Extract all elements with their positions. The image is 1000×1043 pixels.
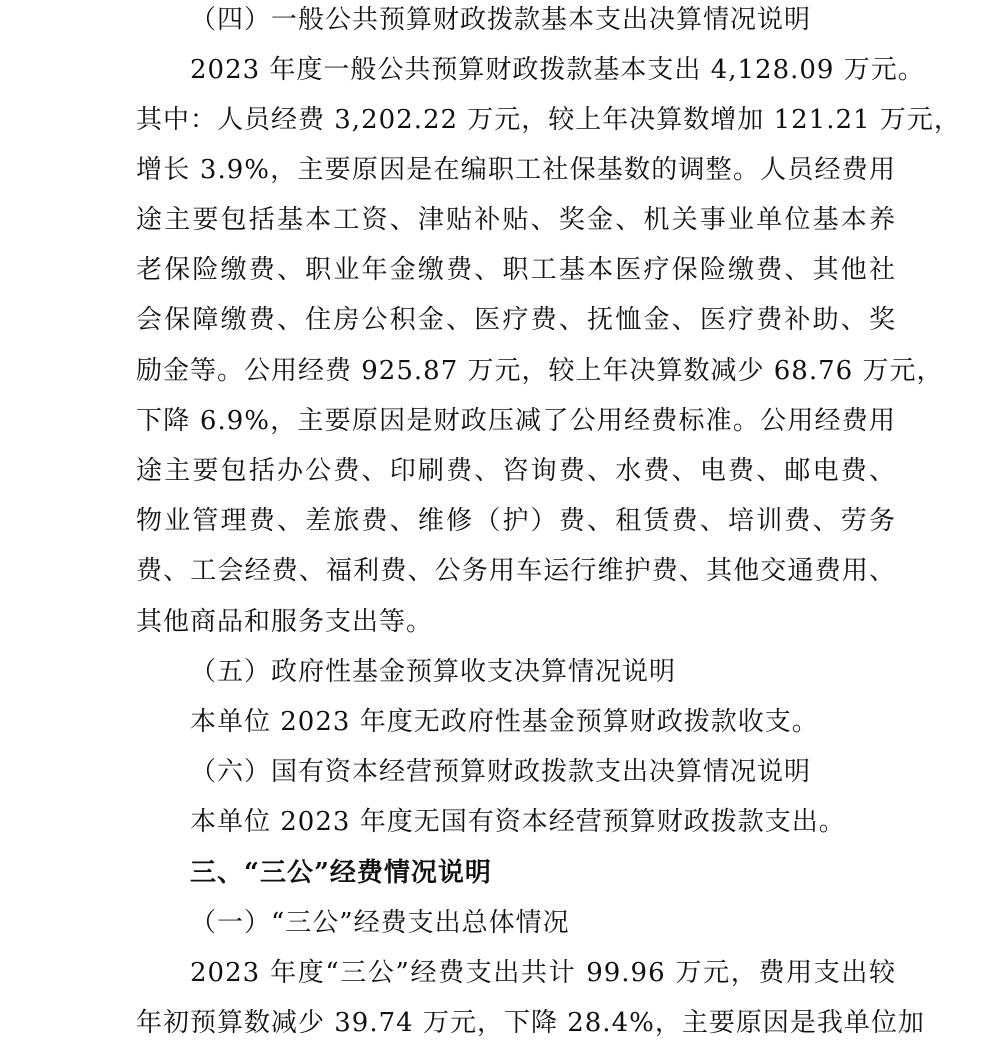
section-4-line-8: 下降 6.9%，主要原因是财政压减了公用经费标准。公用经费用 bbox=[136, 406, 896, 436]
section-5-body: 本单位 2023 年度无政府性基金预算财政拨款收支。 bbox=[190, 707, 819, 737]
section-4-line-7: 励金等。公用经费 925.87 万元，较上年决算数减少 68.76 万元， bbox=[136, 356, 944, 386]
part-3-sub-1-heading: （一）“三公”经费支出总体情况 bbox=[190, 908, 570, 938]
part-3-heading: 三、“三公”经费情况说明 bbox=[190, 858, 492, 888]
section-4-line-3: 增长 3.9%，主要原因是在编职工社保基数的调整。人员经费用 bbox=[136, 155, 896, 185]
section-4-line-11: 费、工会经费、福利费、公务用车运行维护费、其他交通费用、 bbox=[136, 556, 896, 586]
section-4-line-5: 老保险缴费、职业年金缴费、职工基本医疗保险缴费、其他社 bbox=[136, 255, 896, 285]
section-4-line-2: 其中：人员经费 3,202.22 万元，较上年决算数增加 121.21 万元， bbox=[136, 105, 961, 135]
part-3-sub-1-line-2: 年初预算数减少 39.74 万元，下降 28.4%，主要原因是我单位加 bbox=[136, 1008, 925, 1038]
section-4-line-9: 途主要包括办公费、印刷费、咨询费、水费、电费、邮电费、 bbox=[136, 456, 896, 486]
section-6-heading: （六）国有资本经营预算财政拨款支出决算情况说明 bbox=[190, 757, 812, 787]
section-4-heading: （四）一般公共预算财政拨款基本支出决算情况说明 bbox=[190, 5, 812, 35]
section-4-line-12: 其他商品和服务支出等。 bbox=[136, 607, 434, 637]
section-4-line-4: 途主要包括基本工资、津贴补贴、奖金、机关事业单位基本养 bbox=[136, 205, 896, 235]
section-4-line-6: 会保障缴费、住房公积金、医疗费、抚恤金、医疗费补助、奖 bbox=[136, 305, 896, 335]
section-4-line-1: 2023 年度一般公共预算财政拨款基本支出 4,128.09 万元。 bbox=[190, 55, 925, 85]
section-6-body: 本单位 2023 年度无国有资本经营预算财政拨款支出。 bbox=[190, 807, 846, 837]
section-4-line-10: 物业管理费、差旅费、维修（护）费、租赁费、培训费、劳务 bbox=[136, 506, 896, 536]
section-5-heading: （五）政府性基金预算收支决算情况说明 bbox=[190, 657, 677, 687]
part-3-sub-1-line-1: 2023 年度“三公”经费支出共计 99.96 万元，费用支出较 bbox=[190, 958, 896, 988]
